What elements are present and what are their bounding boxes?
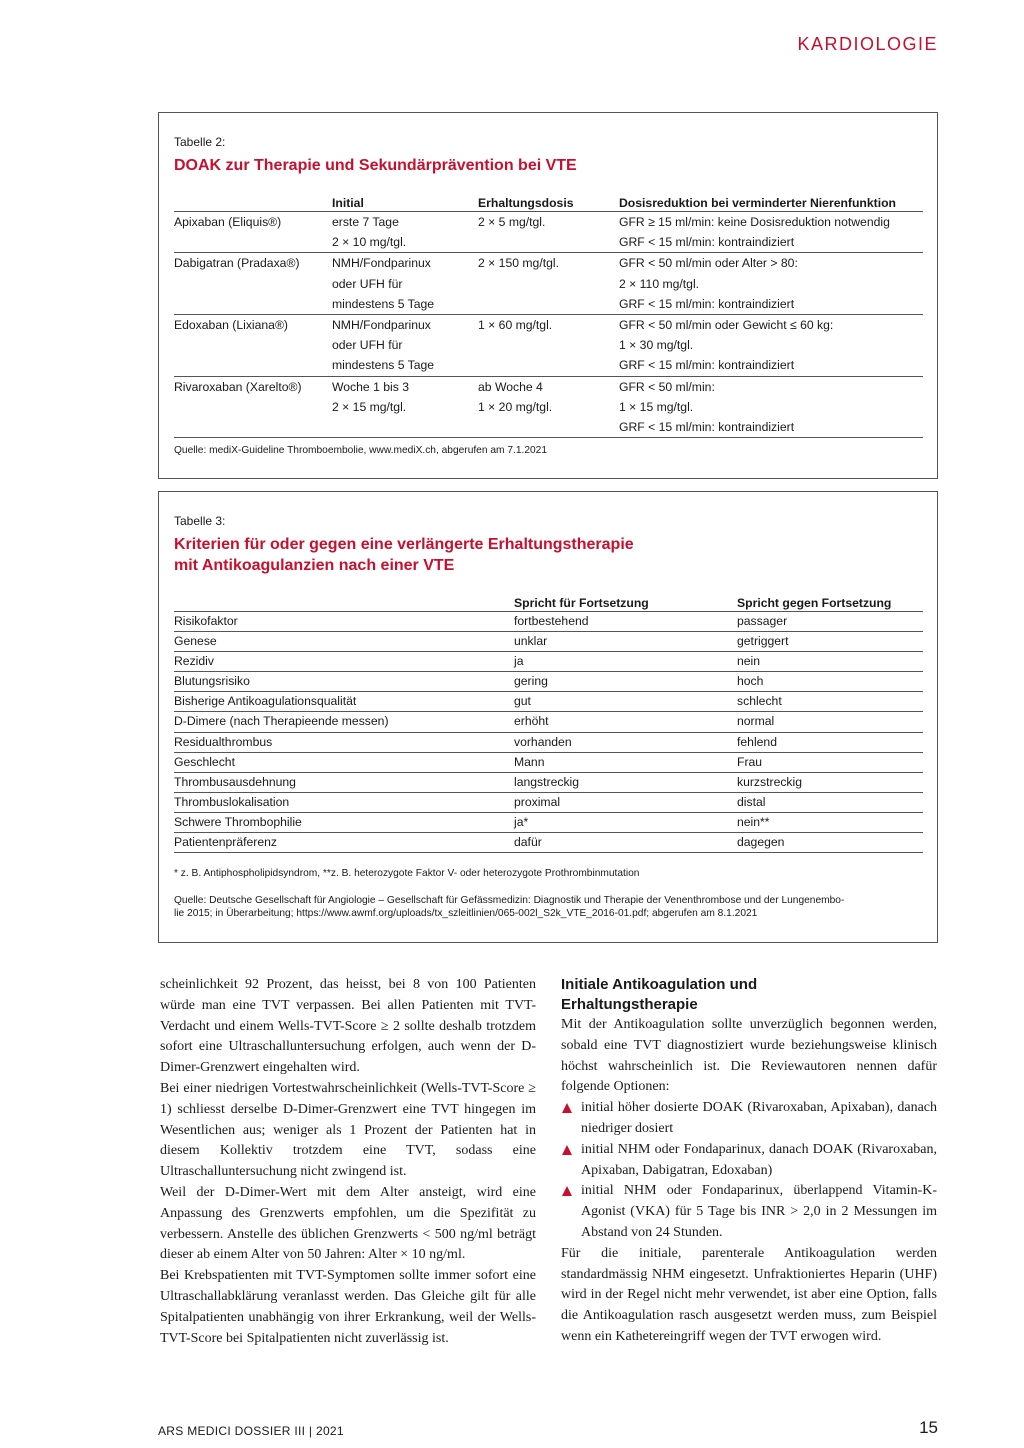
table-3 — [174, 591, 923, 853]
table-row — [174, 812, 923, 832]
subheading: Initiale Antikoagulation und Erhaltungstherapie — [561, 976, 758, 1013]
table-2-col-reduction: Dosisreduktion bei verminderter Nierenfunktion — [619, 191, 923, 212]
table-cell-initial: NMH/Fondparinux oder UFH für mindestens 5 Tage — [332, 253, 478, 315]
table-3-col-for: Spricht für Fortsetzung — [514, 591, 737, 612]
triangle-bullet-icon — [562, 1103, 572, 1113]
table-cell-initial: NMH/Fondparinux oder UFH für mindestens 5 Tage — [332, 315, 478, 377]
table-row — [174, 672, 923, 692]
table-cell-initial: Woche 1 bis 3 2 × 15 mg/tgl. — [332, 376, 478, 438]
table-cell-maintenance: 2 × 150 mg/tgl. — [478, 253, 619, 315]
table-2-col-initial: Initial — [332, 191, 478, 212]
section-header: KARDIOLOGIE — [797, 34, 938, 54]
table-cell-against: Frau — [737, 752, 923, 772]
table-cell-against: schlecht — [737, 692, 923, 712]
table-cell-for: gering — [514, 672, 737, 692]
paragraph: Weil der D-Dimer-Wert mit dem Alter ansteigt, wird eine Anpassung des Grenzwerts empfohlen, um die Spezifität zu verbessern. Anstelle des üblichen Grenzwerts < 500 ng/ml beträgt dieser ab einem Alter von 50 Jahren: Alter × 10 ng/ml. — [160, 1184, 536, 1263]
intro-paragraph: Mit der Antikoagulation sollte unverzüglich begonnen werden, sobald eine TVT diagnostiziert wurde beziehungsweise klinisch höchst wahrscheinlich ist. Die Reviewautoren nennen dafür folgende Optionen: — [561, 1017, 937, 1095]
paragraph: Bei einer niedrigen Vortestwahrscheinlichkeit (Wells-TVT-Score ≥ 1) schliesst derselbe D-Dimer-Grenzwert eine TVT hingegen im Wesentlichen aus; weniger als 1 Prozent der Patienten hat in diesem Kollektiv trotzdem eine TVT, sodass eine Ultraschalluntersuchung nicht zwingend ist. — [160, 1080, 536, 1180]
table-3-col-factor — [174, 591, 514, 612]
table-cell-for: dafür — [514, 833, 737, 853]
table-cell-for: Mann — [514, 752, 737, 772]
table-3-title-line1: Kriterien für oder gegen eine verlängerte Erhaltungstherapie — [174, 536, 634, 553]
table-cell-reduction: GFR < 50 ml/min oder Gewicht ≤ 60 kg: 1 × 30 mg/tgl. GRF < 15 ml/min: kontraindiziert — [619, 315, 923, 377]
table-cell-factor: D-Dimere (nach Therapieende messen) — [174, 712, 514, 732]
table-cell-for: unklar — [514, 632, 737, 652]
publication-footer: ARS MEDICI DOSSIER III | 2021 — [158, 1424, 344, 1438]
table-cell-drug: Rivaroxaban (Xarelto®) — [174, 376, 332, 438]
table-2 — [174, 191, 923, 438]
left-text-column — [160, 975, 536, 1349]
table-row — [174, 752, 923, 772]
table-cell-against: kurzstreckig — [737, 772, 923, 792]
table-row — [174, 632, 923, 652]
table-2-col-drug — [174, 191, 332, 212]
table-3-col-against: Spricht gegen Fortsetzung — [737, 591, 923, 612]
table-cell-for: fortbestehend — [514, 612, 737, 632]
table-cell-against: hoch — [737, 672, 923, 692]
table-row — [174, 712, 923, 732]
table-cell-factor: Geschlecht — [174, 752, 514, 772]
closing-paragraph: Für die initiale, parenterale Antikoagulation werden standardmässig NHM eingesetzt. Unfraktioniertes Heparin (UHF) wird in der Regel nicht mehr verwendet, ist aber eine Option, falls die Antikoagulation rasch ausgesetzt werden muss, zum Beispiel wenn ein Kathetereingriff wegen der TVT erwogen wird. — [561, 1245, 937, 1344]
table-row — [174, 772, 923, 792]
table-cell-drug: Apixaban (Eliquis®) — [174, 212, 332, 253]
table-3-title — [174, 534, 634, 576]
table-cell-maintenance: ab Woche 4 1 × 20 mg/tgl. — [478, 376, 619, 438]
table-cell-for: erhöht — [514, 712, 737, 732]
table-cell-reduction: GFR ≥ 15 ml/min: keine Dosisreduktion notwendig GRF < 15 ml/min: kontraindiziert — [619, 212, 923, 253]
table-cell-initial: erste 7 Tage 2 × 10 mg/tgl. — [332, 212, 478, 253]
table-cell-against: fehlend — [737, 732, 923, 752]
table-cell-drug: Edoxaban (Lixiana®) — [174, 315, 332, 377]
paragraph: scheinlichkeit 92 Prozent, das heisst, bei 8 von 100 Patienten würde man eine TVT verpassen. Bei allen Patienten mit TVT-Verdacht und einem Wells-TVT-Score ≥ 2 sollte deshalb trotzdem sofort eine Ultraschalluntersuchung erfolgen, auch wenn der D-Dimer-Grenzwert eingehalten wird. — [160, 977, 536, 1076]
list-item: initial NHM oder Fondaparinux, überlappend Vitamin-K-Agonist (VKA) für 5 Tage bis INR > 2,0 in 2 Messungen im Abstand von 24 Stunden. — [561, 1181, 937, 1243]
table-cell-factor: Risikofaktor — [174, 612, 514, 632]
table-cell-maintenance: 2 × 5 mg/tgl. — [478, 212, 619, 253]
table-cell-factor: Blutungsrisiko — [174, 672, 514, 692]
table-row — [174, 376, 923, 438]
table-cell-factor: Patientenpräferenz — [174, 833, 514, 853]
table-2-title: DOAK zur Therapie und Sekundärprävention bei VTE — [174, 157, 577, 174]
table-cell-against: getriggert — [737, 632, 923, 652]
page-number: 15 — [919, 1418, 938, 1437]
table-row — [174, 253, 923, 315]
table-cell-against: nein** — [737, 812, 923, 832]
table-3-source: Quelle: Deutsche Gesellschaft für Angiologie – Gesellschaft für Gefässmedizin: Diagnostik und Therapie der Venenthrombose und der Lungenembo- lie 2015; in Überarbeitung; https://www.awmf.org/uploads/tx_szleitlinien/065-002l_S2k_VTE_2016-01.pdf; abgerufen am 8.1.2021 — [174, 895, 845, 919]
triangle-bullet-icon — [562, 1186, 572, 1196]
table-cell-factor: Rezidiv — [174, 652, 514, 672]
table-row — [174, 652, 923, 672]
table-row — [174, 612, 923, 632]
table-row — [174, 315, 923, 377]
triangle-bullet-icon — [562, 1145, 572, 1155]
table-cell-drug: Dabigatran (Pradaxa®) — [174, 253, 332, 315]
table-row — [174, 212, 923, 253]
table-cell-factor: Residualthrombus — [174, 732, 514, 752]
table-cell-for: vorhanden — [514, 732, 737, 752]
table-2-header-row — [174, 191, 923, 212]
options-list — [561, 1098, 937, 1244]
table-cell-for: proximal — [514, 792, 737, 812]
table-cell-factor: Bisherige Antikoagulationsqualität — [174, 692, 514, 712]
table-row — [174, 732, 923, 752]
list-item: initial NHM oder Fondaparinux, danach DOAK (Rivaroxaban, Apixaban, Dabigatran, Edoxaban) — [561, 1140, 937, 1182]
table-cell-maintenance: 1 × 60 mg/tgl. — [478, 315, 619, 377]
table-row — [174, 692, 923, 712]
table-cell-against: nein — [737, 652, 923, 672]
table-3-footnote: * z. B. Antiphospholipidsyndrom, **z. B. heterozygote Faktor V- oder heterozygote Prothrombinmutation — [174, 868, 640, 879]
table-3-box — [158, 491, 938, 943]
table-row — [174, 792, 923, 812]
list-item: initial höher dosierte DOAK (Rivaroxaban, Apixaban), danach niedriger dosiert — [561, 1098, 937, 1140]
table-2-col-maintenance: Erhaltungsdosis — [478, 191, 619, 212]
table-3-title-line2: mit Antikoagulanzien nach einer VTE — [174, 557, 455, 574]
table-3-header-row — [174, 591, 923, 612]
table-cell-against: passager — [737, 612, 923, 632]
table-cell-reduction: GFR < 50 ml/min: 1 × 15 mg/tgl. GRF < 15 ml/min: kontraindiziert — [619, 376, 923, 438]
table-cell-factor: Thrombusausdehnung — [174, 772, 514, 792]
table-cell-factor: Schwere Thrombophilie — [174, 812, 514, 832]
table-row — [174, 833, 923, 853]
table-cell-for: ja* — [514, 812, 737, 832]
table-cell-for: ja — [514, 652, 737, 672]
paragraph: Bei Krebspatienten mit TVT-Symptomen sollte immer sofort eine Ultraschallabklärung veranlasst werden. Das Gleiche gilt für alle Spitalpatienten unabhängig von ihrer Erkrankung, weil der Wells-TVT-Score bei Spitalpatienten nicht zuverlässig ist. — [160, 1268, 536, 1346]
table-2-source: Quelle: mediX-Guideline Thromboembolie, www.mediX.ch, abgerufen am 7.1.2021 — [174, 445, 547, 456]
table-cell-reduction: GFR < 50 ml/min oder Alter > 80: 2 × 110 mg/tgl. GRF < 15 ml/min: kontraindiziert — [619, 253, 923, 315]
table-cell-against: dagegen — [737, 833, 923, 853]
table-3-label: Tabelle 3: — [174, 514, 226, 528]
table-2-label: Tabelle 2: — [174, 135, 226, 149]
right-text-column — [561, 975, 937, 1348]
table-cell-against: normal — [737, 712, 923, 732]
table-cell-for: gut — [514, 692, 737, 712]
table-2-box — [158, 112, 938, 479]
table-cell-against: distal — [737, 792, 923, 812]
table-cell-factor: Genese — [174, 632, 514, 652]
table-cell-factor: Thrombuslokalisation — [174, 792, 514, 812]
table-cell-for: langstreckig — [514, 772, 737, 792]
